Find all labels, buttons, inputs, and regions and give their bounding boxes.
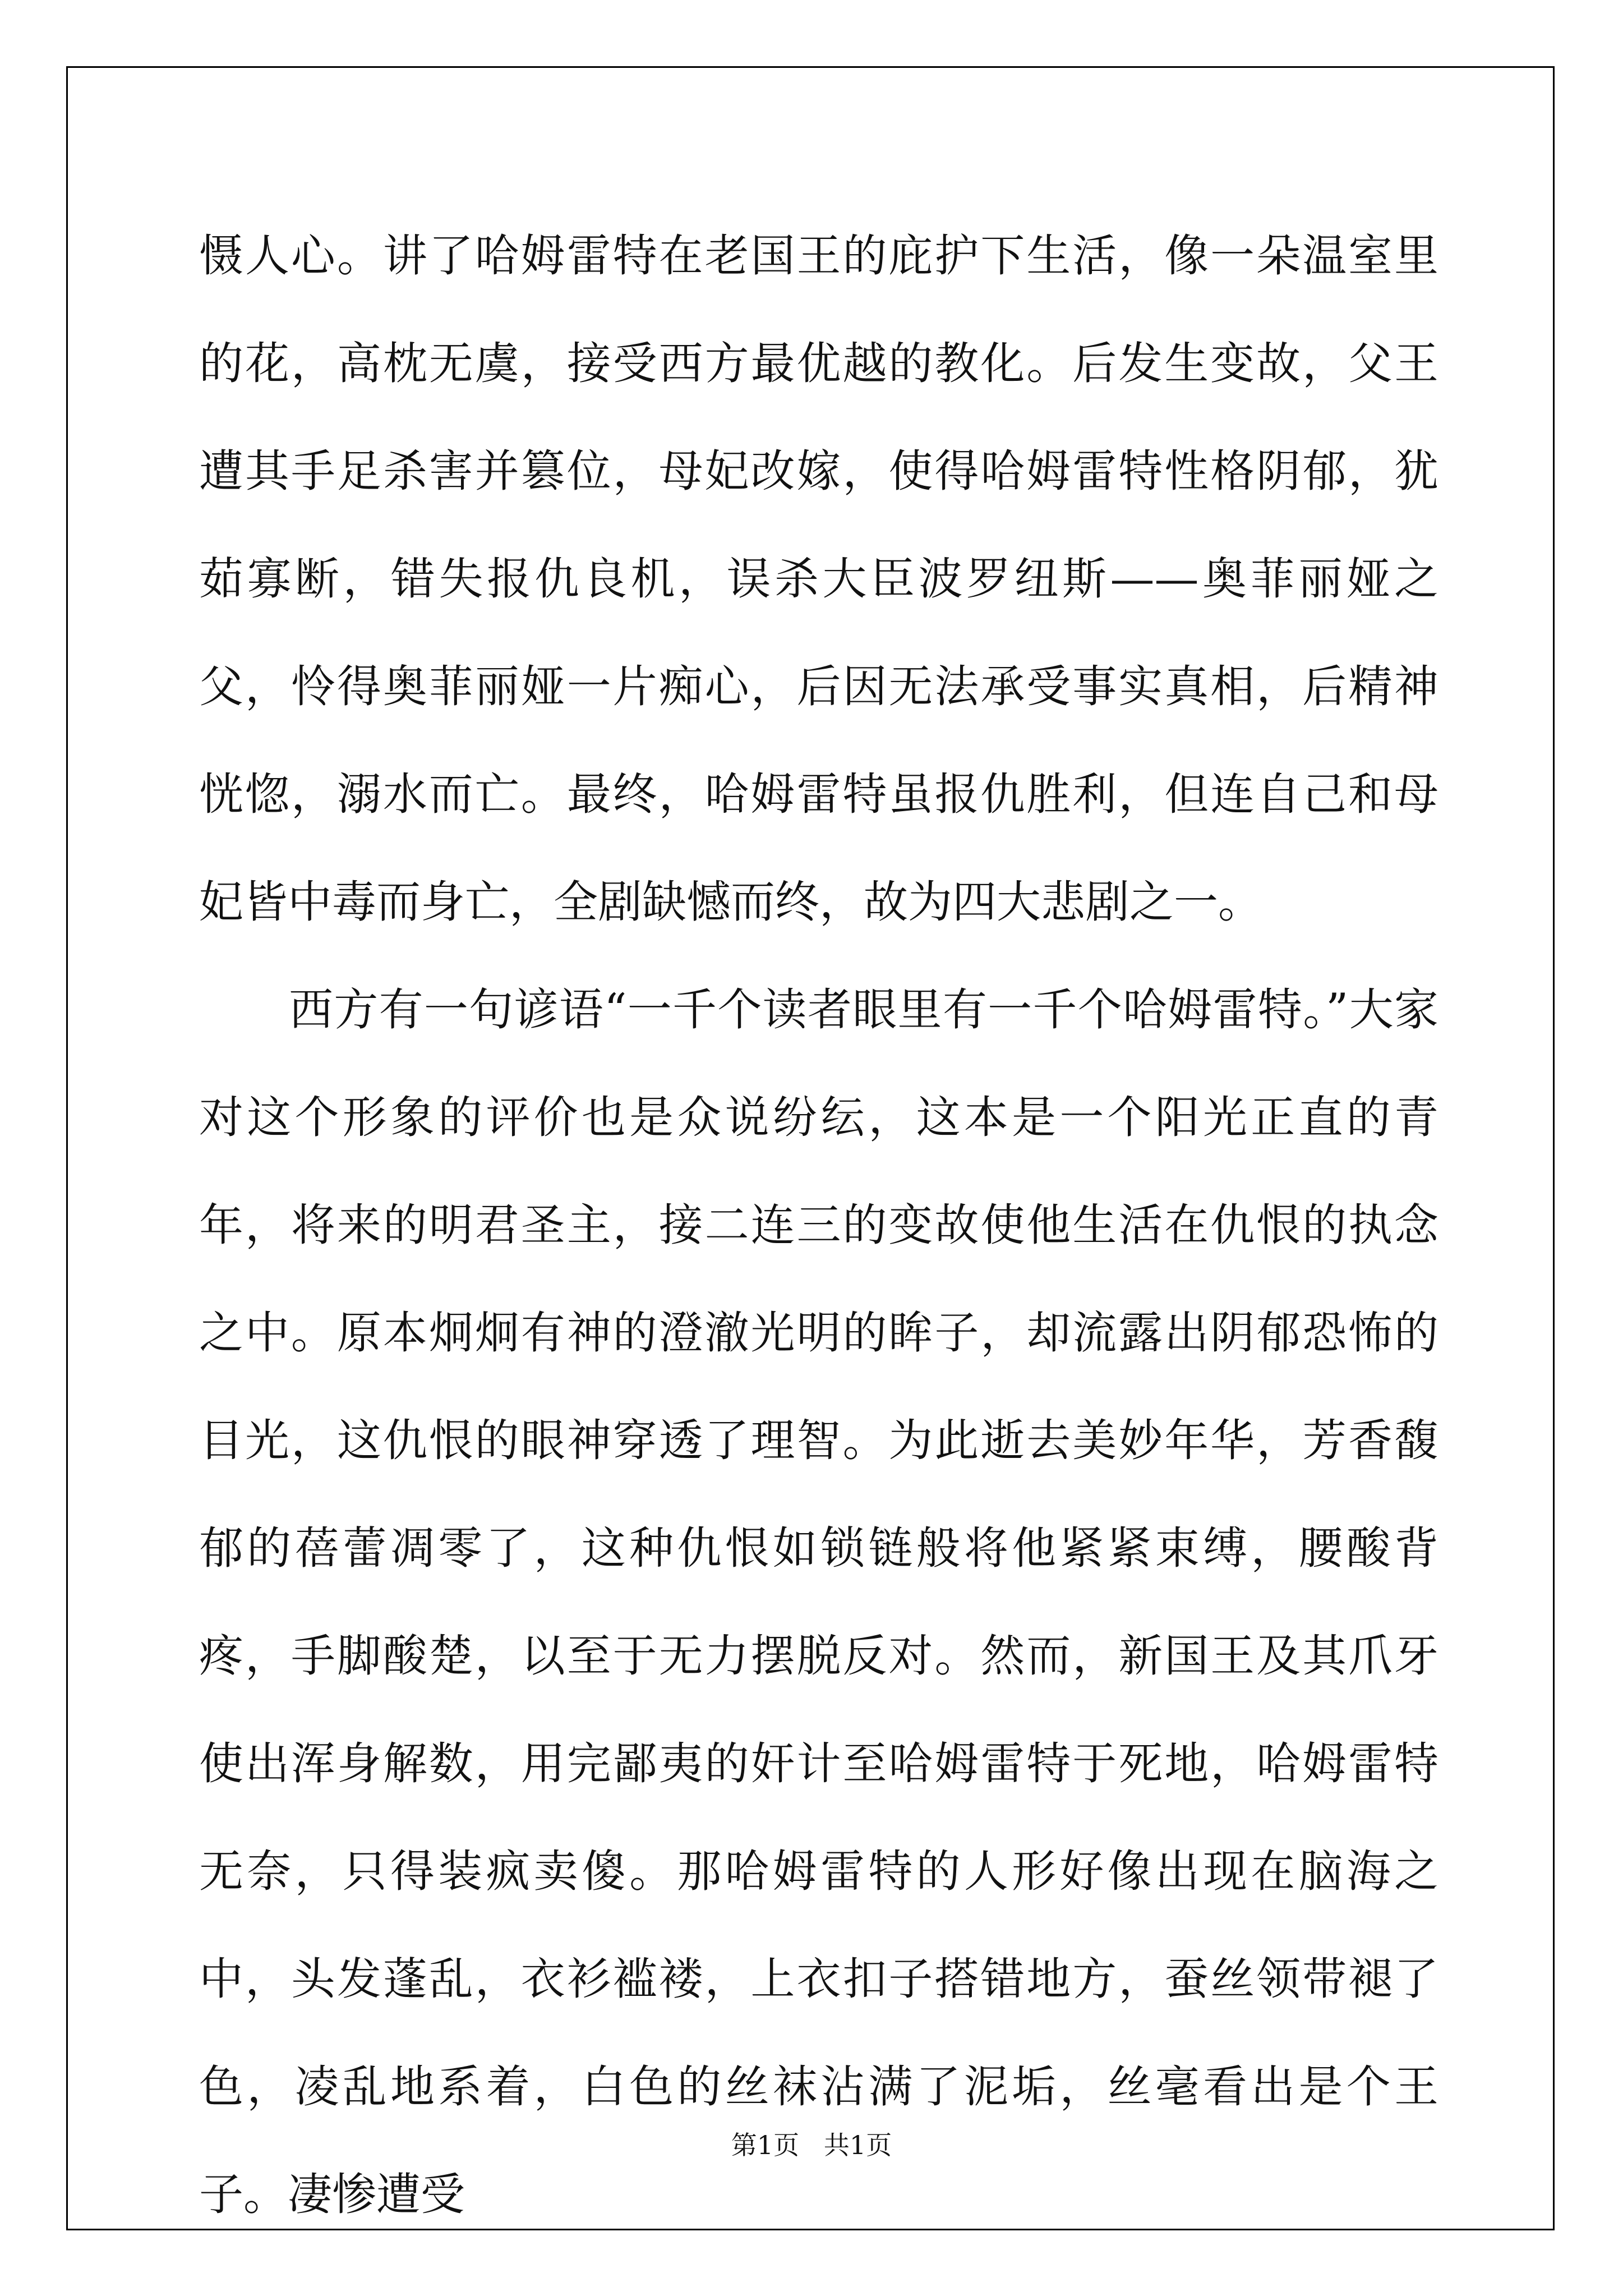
paragraph-2: 西方有一句谚语“一千个读者眼里有一千个哈姆雷特。”大家对这个形象的评价也是众说纷纭，这本是一个阳光正直的青年，将来的明君圣主，接二连三的变故使他生活在仇恨的执念之中。原本炯炯有神的澄澈光明的眸子，却流露出阴郁恐怖的目光，这仇恨的眼神穿透了理智。为此逝去美妙年华，芳香馥郁的蓓蕾凋零了，这种仇恨如锁链般将他紧紧束缚，腰酸背疼，手脚酸楚，以至于无力摆脱反对。然而，新国王及其爪牙使出浑身解数，用完鄙夷的奸计至哈姆雷特于死地，哈姆雷特无奈，只得装疯卖傻。那哈姆雷特的人形好像出现在脑海之中，头发蓬乱，衣衫褴褛，上衣扣子搭错地方，蚕丝领带褪了色，凌乱地系着，白色的丝袜沾满了泥垢，丝毫看出是个王子。凄惨遭受 (199, 984, 1438, 2220)
document-body (199, 202, 1438, 2248)
paragraph-1: 慑人心。讲了哈姆雷特在老国王的庇护下生活，像一朵温室里的花，高枕无虞，接受西方最优越的教化。后发生变故，父王遭其手足杀害并篡位，母妃改嫁，使得哈姆雷特性格阴郁，犹茹寡断，错失报仇良机，误杀大臣波罗纽斯——奥菲丽娅之父，怜得奥菲丽娅一片痴心，后因无法承受事实真相，后精神恍惚，溺水而亡。最终，哈姆雷特虽报仇胜利，但连自己和母妃皆中毒而身亡，全剧缺憾而终，故为四大悲剧之一。 (199, 230, 1438, 928)
page-number-footer: 第1页 共1页 (731, 2130, 892, 2160)
